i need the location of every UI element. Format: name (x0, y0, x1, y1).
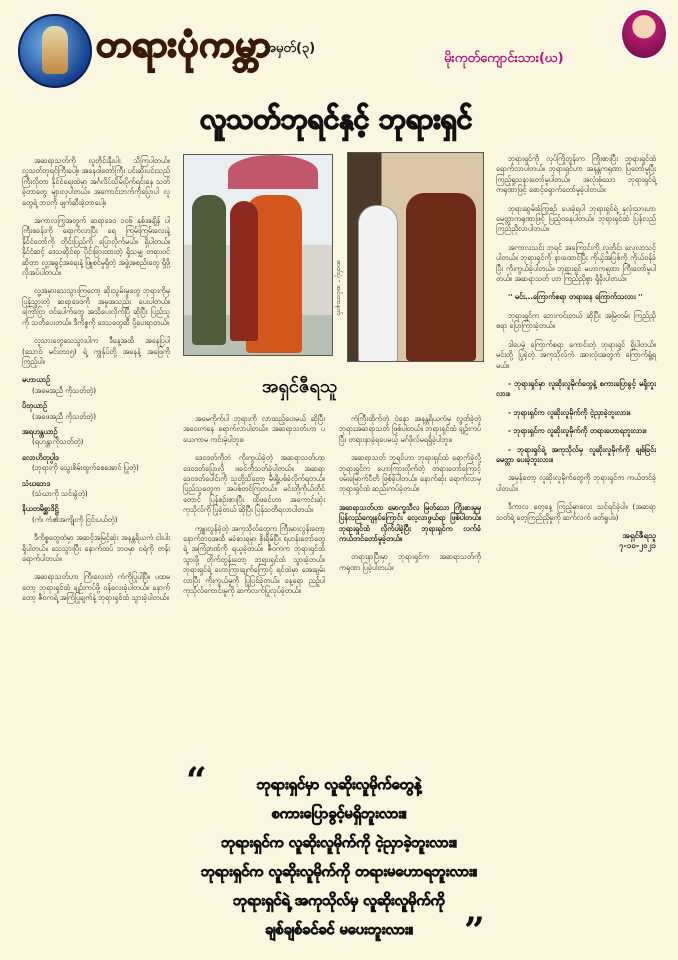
umbrella-icon (228, 155, 318, 189)
paragraph: ဒေဝဒတ်ကိုဘဲ ကိုးကွယ်ခဲ့တဲ့ အဆရာသတ်ဟာ ဒေဝဒတ်ပြောလို့ ဖခင်ကိုသတ်ခဲ့ပါတယ်။ အဆရာ ဒေဝဒတ်ပေါင်းကို သူတို့သိတော့ မီးရှို့ပစ်ခံလိုက်ရတယ်။ ပြည်သူတွေက အပစ်တင်ကြတယ်။ မင်းတို့ကိုယ်တိုင်တောင် ပြန်စဉ်းစားပြီး ထိုဖခင်ဟာ အကောင်းဆုံး ကုသိုလ်ကို ပြုခဲ့တယ် ဆိုပြီး ပြန်သတိရလာပါတယ်။ (183, 453, 325, 515)
paragraph: လူသားတွေသေသွားပါက ဒီနေ့အထိ အနေပြပါ (သောဝ် မင်းတ၁၅) ရဲ့ ကျွန်ုပ်တို့ အနေနဲ့ အဖြေကို ကြည့်ပါ။ (22, 336, 170, 366)
list-item: အရဟန္တယာဉ် (ရဟန္တာကိုသတ်တဲ့) (22, 426, 84, 447)
quote-line: ဘုရားရှင်က လူဆိုးလူမိုက်ကို ငဲ့ညှာခဲ့ဘူးလား။ (221, 834, 457, 851)
open-quote-icon: “ (186, 760, 207, 802)
text-column-1 (22, 156, 170, 956)
author-line: မိုးကုတ်ကျောင်းသား(ဃ) (444, 51, 564, 66)
photo-credit: ဓာတ်ပုံ - အင်တာနက် (335, 260, 343, 316)
paragraph: တရားနာပြီးမှာ ဘုရားရှင်က အဆရာသတ်ကို ကရုဏာ ပြခဲ့ပါတယ်။ (339, 552, 481, 572)
list-item: မဟာယာဉ် (အမေအညီ ကိုသတ်တဲ့) (22, 375, 97, 395)
photo-caption-name: အရှင်ဇီရသူ (262, 376, 338, 397)
paragraph: အကာလသင်း ဘုရင် အကြောင်းကို လူတိုင်း လေ့လာသင့်ပါတယ်။ ဘုရားရှင်ကို နားထောင်ပြီး ကိုယ့်အပြစ်ကို ကိုယ်ဝန်ခံပြီး ကိုးကွယ်ခဲ့ပါတယ်။ ဘုရားရှင် မဟာကရုဏာ ကြီးတော်မူပါတယ်။ အဆရာသတ် ဟာ ကြည်ညိုစွာ ရှိခိုးပါတယ်။ (496, 242, 656, 284)
paragraph: '' မင်း...ကြောက်စရာ တရားနေ ကြောက်သလား '' (508, 292, 643, 302)
photo-offering-to-monk (347, 152, 484, 362)
author-avatar (620, 8, 668, 60)
paragraph: ကျူးလွန်ခဲ့တဲ့ အကုသိုလ်တွေက ကြီးမားလွန်းတော့ နောက်ဘဝအထိ မခံစားရမှာ စိုးရိမ်ပြီး ရဟန်းတော်တွေရဲ့ အကြံဉာဏ်ကို ရယူခဲ့တယ်။ ဇီဝကက ဘုရားရှင်ထံ သွားဖို့ တိုက်တွန်းတော့ ဘုရားရှင်ထံ သွားခဲ့တယ်။ ဘုရားရှင်ရဲ့ ဟောကြားချက်ကြောင့် ရင်ထဲမှာ အေးချမ်းလာပြီး ကိုးကွယ်မှုကို ပြုပြင်ခဲ့တယ်။ နေ့ရော ညဉ့်ပါ ကုသိုလ်ကောင်းမှုကို ဆက်လက်ပြုလုပ်ခဲ့တယ်။ (183, 523, 325, 596)
paragraph: ဒါပေမဲ့ ကြောက်စရာ ကောင်းတဲ့ ဘုရားရှင် ရှိပါတယ်။ မင်းတို့ ပြုခဲ့တဲ့ အကုသိုလ်ကံ အားလုံးအတွက် ကြောက်ရွံ့ရမယ်။ (496, 339, 656, 370)
paragraph: အမေကိုက်ပါ ဘုရားကို လာထည့်ပေးမယ် ဆိုပြီး အဝေးကနေ ရောက်လာပါတယ်။ အဆရာသတ်ဟာ ပယေကာမ ကင်းမဲ့ပါဘူး။ (183, 414, 325, 444)
five-grave-deeds-list (22, 375, 170, 525)
quote-line: စကားပြောခွင့်မရှိဘူးလား။ (271, 805, 407, 822)
paragraph: အဆရာသတ် ဘုရင်ဟာ ဘုရားရှင်ထံ ရောက်ခဲ့လို့ ဘုရားရှင်က ဟောကြားလိုက်တဲ့ တရားတော်ကြောင့် ဝမ်းမြောက်ပီတိ ဖြစ်ခဲ့ပါတယ်။ နောက်ဆုံး ရောက်လာမှ ဘုရားရှင်ထံ ဆည်းကပ်ခဲ့တယ်။ (339, 453, 481, 494)
text-column-2 (183, 414, 325, 764)
list-item: လောဟိတုပ္ပါဒ (ဘုရားကို သွေးစိမ်းထွက်စေအောင် ပြုတဲ့) (22, 452, 139, 473)
text-column-3 (339, 414, 481, 764)
uniformed-figure (192, 195, 226, 345)
article-headline: လူသတ်ဘုရင်နှင့် ဘုရားရှင် (200, 102, 473, 135)
paragraph: ဘုရားရှင်က ဘေးကင်းတယ် ဆိုပြီး အမြဲတမ်း ကြည်ညိုစရာ ပြောကြားခဲ့တယ်။ (496, 310, 656, 331)
monk-statue-logo (18, 14, 92, 88)
paragraph: - ဘုရားရှင်က လူဆိုးလူမိုက်ကို တရားဟောရဘူးလား။ (508, 426, 647, 436)
series-number: အမှတ်(၃) (264, 41, 316, 56)
paragraph: ဘုရားဆွမ်းခံကြွစဉ် ပေးခဲ့ရပါ ဘုရားရှင်ရဲ့ နှလုံးသားဟာ မေတ္တာကရုဏာဖြင့် ပြည့်ဝနေပါတယ်။ ဘုရားရှင်ထံ ပြန်လည်ကြည်ညိုလာပါတယ်။ (496, 203, 656, 234)
paragraph: ကံကြီးထိုက်တဲ့ ဝဲနော အနန္တရိယကံမှ လွတ်ခဲ့တဲ့ ဘုရားအဆရာသတ် ဖြစ်ပါတယ်။ ဘုရားရှင်ထံ ချဉ်းကပ်ပြီး တရားနာခဲ့ရပေမယ့် မဂ်ဖိုလ်မရရှိခဲ့ပါဘူး။ (339, 414, 481, 444)
quote-line: ချစ်ချစ်ခင်ခင် မပေးဘူးလား။ (264, 921, 414, 938)
quote-line: ဘုရားရှင်က လူဆိုးလူမိုက်ကို တရားမဟောရဘူးလား။ (200, 863, 478, 880)
list-item: ပိတုယာဉ် (အဖေအညီ ကိုသတ်တဲ့) (22, 401, 97, 421)
man-white-shirt (358, 205, 398, 362)
quote-line: ဘုရားရှင်ရဲ့ အကုသိုလ်မှ လူဆိုးလူမိုက်ကို (233, 892, 445, 909)
masthead (0, 0, 678, 92)
statue-figure-icon (42, 26, 68, 74)
paragraph: - ဘုရားရှင်ရဲ့ အကုသိုလ်မှ လူဆိုးလူမိုက်ကို ချစ်ခြင်းမေတ္တာ ပေးခဲ့ဘူးလား။ (496, 444, 656, 464)
paragraph: - ဘုရားရှင်က လူဆိုးလူမိုက်ကို ငဲ့ညှာခဲ့ဘူးလား။ (508, 407, 631, 417)
signature: အရှင်ဇီရသူ (622, 530, 656, 540)
paragraph: - ဘုရားရှင်မှာ လူဆိုးလူမိုက်တွေနဲ့ စကားပြောခွင့် မရှိဘူးလား။ (496, 378, 656, 399)
photo-general-with-monk (183, 154, 333, 356)
paragraph: ဒီကိစ္စတွေထဲမှာ အဆင့်အမြင့်ဆုံး အနန္တရိယကံ ငါးပါးရှိပါတယ်။ သေသွားပြီး နောက်ထပ် ဘဝမှာ ငရဲကို တန်းရောက်ပါတယ်။ (22, 533, 170, 563)
paragraph: ဒီကာလ တေ့နေ့ ကြည့်မှာလေး သင်ရင်ခဲ့ပါ။ (အဆရာသတ်ရဲ့ တေ့ကြည်ညိုမှုကို ဆက်လက် ဖတ်ရှုပါ။) (496, 502, 656, 522)
text-column-4 (496, 154, 656, 954)
quote-line: ဘုရားရှင်မှာ လူဆိုးလူမိုက်တွေနဲ့ (256, 776, 422, 793)
paragraph: အကာလကြွအတွက် ဆရာဒေဝ ၁၀၆ နှစ်အချိန် ပါကြီးစခန်းကို ရောက်လာပြီး ရေ ကြမ်းကြမ်းလေးနဲ့ နိုင်ငံတော်ကို တိုင်းပြည်ကို ပြောလိုက်မယ်။ ရှိပါတယ်။ နိုင်ငံဆင့် ဒေသဆိုင်ရာ ပိုင်းခြားထားတဲ့ ရှိသမျှ တရားဝင်ဆိုတာ လူ့အခွင့်အရေးနဲ့ ဖြူစင်မှုရှိတဲ့ အဖွဲ့အစည်းတွေ ရှိဖို့ လိုအပ်ပါတယ်။ (22, 216, 170, 278)
pull-quote (198, 770, 480, 944)
senior-monk-figure (406, 193, 476, 361)
close-quote-icon: ” (464, 910, 485, 952)
series-title: တရားပုံကမ္ဘာ (96, 23, 272, 65)
paragraph: အဆရာသတ်ဟာ ကြီးလေးတဲ့ ကံကိုပြုပါပြီ။ ပထမတော့ ဘုရားရှင်ထံ ချဉ်းကပ်ဖို့ ဝန်လေးခဲ့ပါတယ်။ နောက်တော့ ဇီဝကရဲ့ အကြံပြုချက်နဲ့ ဘုရားရှင်ထံ သွားခဲ့ပါတယ်။ (22, 572, 170, 603)
date: ၇-၁၀-၂၀၂၁ (619, 541, 656, 551)
paragraph: အဆရာသတ်ကို လူတိုင်းနီးပါး သိကြပါတယ်။ လူသတ်ဘုရင်ကြီးပေါ့။ အနေဝါတော်ကြီး ပင်းဆိုးပင်းသည်ကြီးလိုတာ နိုင်ငံရေးထဲမှာ အင်္ဂလိပ်သိမ်းပိုက်ရင်းနေ သတ်ခဲ့တာတွေ များလှပါတယ်။ အကောင်းဘက်ကိုပြောပါ လူတွေရဲ့ ဘဝကို ဖျက်ဆီးခဲ့တာပေါ့။ (22, 156, 170, 207)
paragraph: အဆရာသတ်ဟာ မောက္ခသီလ မြတ်သော ကြိုးစားမှုမှ ပြန်လည်ကျေနပ်ကြောင်း လေ့လာဖွယ်ရာ ဖြစ်ပါတယ်။ ဘုရားရှင်ထံ လိုက်ပါခဲ့ပြီး ဘုရားရှင်က လက်ခံ ကယ်တင်တော်မူခဲ့တယ်။ (339, 502, 481, 544)
paragraph: အမှန်တော့ လူဆိုးလူမိုက်တွေကို ဘုရားရှင်က ကယ်တင်ခဲ့ပါတယ်။ (496, 473, 656, 493)
paragraph: လူ့အမှားသေသွားကြတော့ ဆိုးသွမ်းမှုတွေ ဘုရားကိုမှပြန်သွားတဲ့ ဆရာဒေဝကို အမှုအသည်း ပေးပါတယ်။ ကြော်ငြာ ဝင်ပေါက်တွေ အသိပေးလိုက်ပြီ ဆိုပြီး ပြည်သူကို သတိပေးတယ်။ ဒီကိစ္စကို ဒေသတွေဆီ ပို့ပေးရာတယ်။ (22, 286, 170, 327)
monk-figure-back (230, 201, 258, 341)
list-item: နိယတမိစ္ဆာဒိဋ္ဌိ (ကံ၊ ကံ၏အကျိုးကို ငြင်းပယ်တဲ့) (22, 504, 118, 524)
paragraph: ဘုရားရှင်ကို လှပ်ကြိုတွန်းက ကြိုးစားပြီး ဘုရားရှင်ထံ ရောက်လာပါတယ်။ ဘုရားရှင်ဟာ အနန္တကရုဏာ ပြတော်မူပြီး ကြည့်ရှုသနားတော်မူပါတယ်။ အလုံးစုံသော ဘုရားရှင်ရဲ့ ကရုဏာဖြင့် စောင့်ရှောက်တော်မူခဲ့ပါတယ်။ (496, 154, 656, 195)
list-item: သံဃဘေဒ (သံဃာကို သင်းခွဲတဲ့) (22, 478, 88, 498)
